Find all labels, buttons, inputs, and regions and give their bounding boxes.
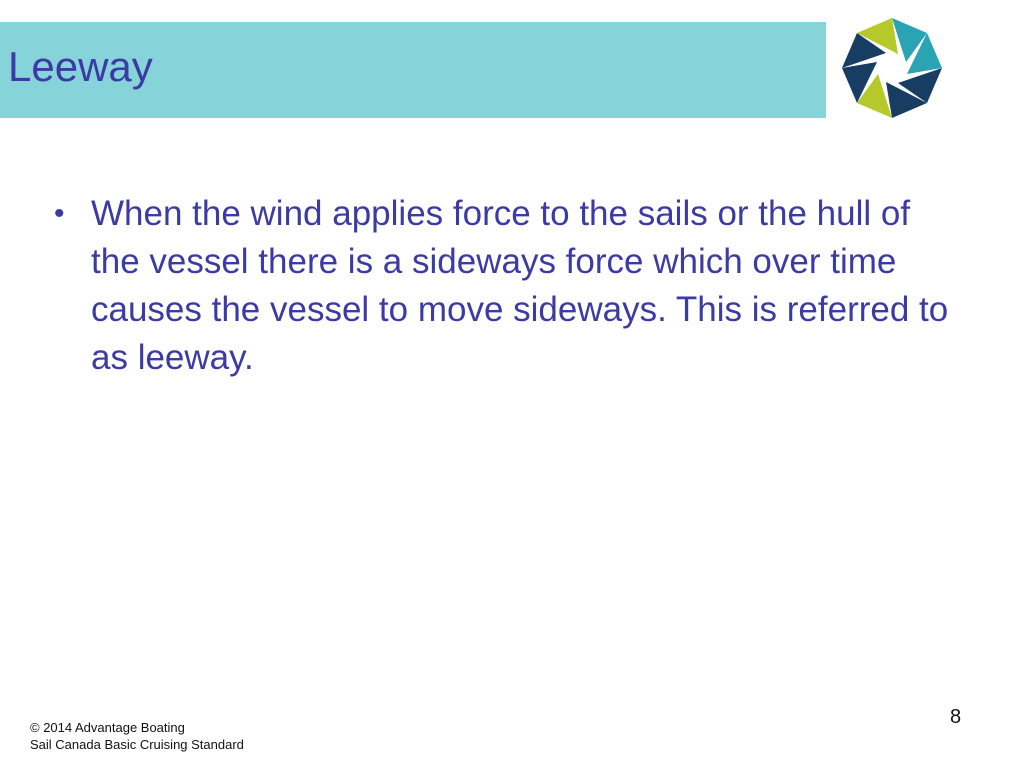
footer-standard: Sail Canada Basic Cruising Standard <box>30 737 244 752</box>
bullet-item <box>54 190 954 382</box>
advantage-boating-logo-icon <box>838 16 946 120</box>
page-number: 8 <box>950 706 962 728</box>
bullet-text: When the wind applies force to the sails or the hull of the vessel there is a sideways force which over time causes the vessel to move sideways. This is referred to as leeway. <box>91 194 949 377</box>
bullet-list <box>54 190 954 382</box>
bullet-marker: • <box>54 197 65 230</box>
footer-copyright: © 2014 Advantage Boating <box>30 720 185 735</box>
slide-title: Leeway <box>8 43 153 90</box>
footer <box>30 719 244 753</box>
